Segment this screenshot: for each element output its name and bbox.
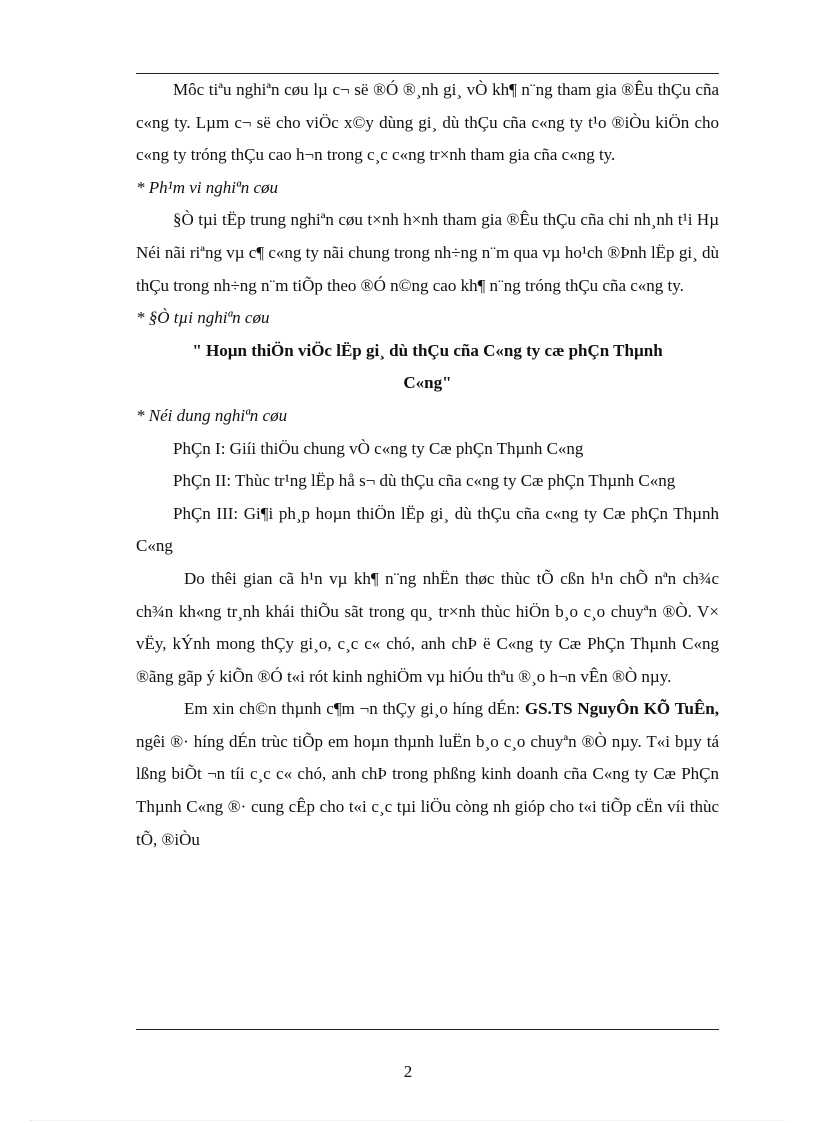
topic-title-line2: C«ng"	[403, 373, 452, 393]
page-bottom-dotted-edge	[30, 1120, 786, 1121]
paragraph-objective: Môc tiªu nghiªn cøu lµ c¬ së ®Ó ®¸nh gi¸ vÒ kh¶ n¨ng tham gia ®Êu thÇu cña c«ng ty. Lµm c¬ së cho viÖc x©y dùng gi¸ dù thÇu cña c«ng ty t¹o ®iÒu kiÖn cho c«ng ty tróng thÇu cao h¬n trong c¸c c«ng tr×nh tham gia cña c«ng ty.	[136, 80, 719, 165]
paragraph-apology: Do thêi gian cã h¹n vµ kh¶ n¨ng nhËn thøc thùc tÕ cßn h¹n chÕ nªn ch¾c ch¾n kh«ng tr¸nh khái thiÕu sãt trong qu¸ tr×nh thùc hiÖn b¸o c¸o chuyªn ®Ò. V× vËy, kÝnh mong thÇy gi¸o, c¸c c« chó, anh chÞ ë C«ng ty Cæ PhÇn Thµnh C«ng ®ãng gãp ý kiÕn ®Ó t«i rót kinh nghiÖm vµ hiÓu thªu ®¸o h¬n vÊn ®Ò nµy.	[136, 568, 719, 686]
advisor-name: GS.TS NguyÔn KÕ TuÊn,	[524, 699, 719, 719]
heading-content: * Néi dung nghiªn cøu	[136, 405, 288, 425]
heading-scope: * Ph¹m vi nghiªn cøu	[136, 177, 278, 197]
part-1: PhÇn I: Giíi thiÖu chung vÒ c«ng ty Cæ phÇn Thµnh C«ng	[173, 438, 584, 458]
thanks-rest: ngêi ®· híng dÉn trùc tiÕp em hoµn thµnh luËn b¸o c¸o chuyªn ®Ò nµy. T«i bµy tá lßng biÕt ¬n tíi c¸c c« chó, anh chÞ trong phßng kinh doanh cña C«ng ty Cæ PhÇn Thµnh C«ng ®· cung cÊp cho t«i c¸c tµi liÖu còng nh gióp cho t«i tiÕp cËn víi thùc tÕ, ®iÒu	[136, 731, 719, 849]
paragraph-scope: §Ò tµi tËp trung nghiªn cøu t×nh h×nh tham gia ®Êu thÇu cña chi nh¸nh t¹i Hµ Néi nãi riªng vµ c¶ c«ng ty nãi chung trong nh÷ng n¨m qua vµ ho¹ch ®Þnh lËp gi¸ dù thÇu trong nh÷ng n¨m tiÕp theo ®Ó n©ng cao kh¶ n¨ng tróng thÇu cña c«ng ty.	[136, 210, 719, 295]
topic-title-line1: " Hoµn thiÖn viÖc lËp gi¸ dù thÇu cña C«ng ty cæ phÇn Thµnh	[192, 340, 663, 360]
document-body	[136, 74, 719, 856]
part-3: PhÇn III: Gi¶i ph¸p hoµn thiÖn lËp gi¸ dù thÇu cña c«ng ty Cæ phÇn Thµnh C«ng	[136, 503, 719, 556]
page-number: 2	[403, 1062, 413, 1081]
footer-rule	[136, 1029, 719, 1030]
thanks-intro: Em xin ch©n thµnh c¶m ¬n thÇy gi¸o híng dÉn:	[184, 699, 520, 719]
heading-topic: * §Ò tµi nghiªn cøu	[136, 308, 270, 328]
paragraph-thanks	[136, 693, 719, 856]
part-2: PhÇn II: Thùc tr¹ng lËp hå s¬ dù thÇu cña c«ng ty Cæ phÇn Thµnh C«ng	[173, 471, 676, 491]
